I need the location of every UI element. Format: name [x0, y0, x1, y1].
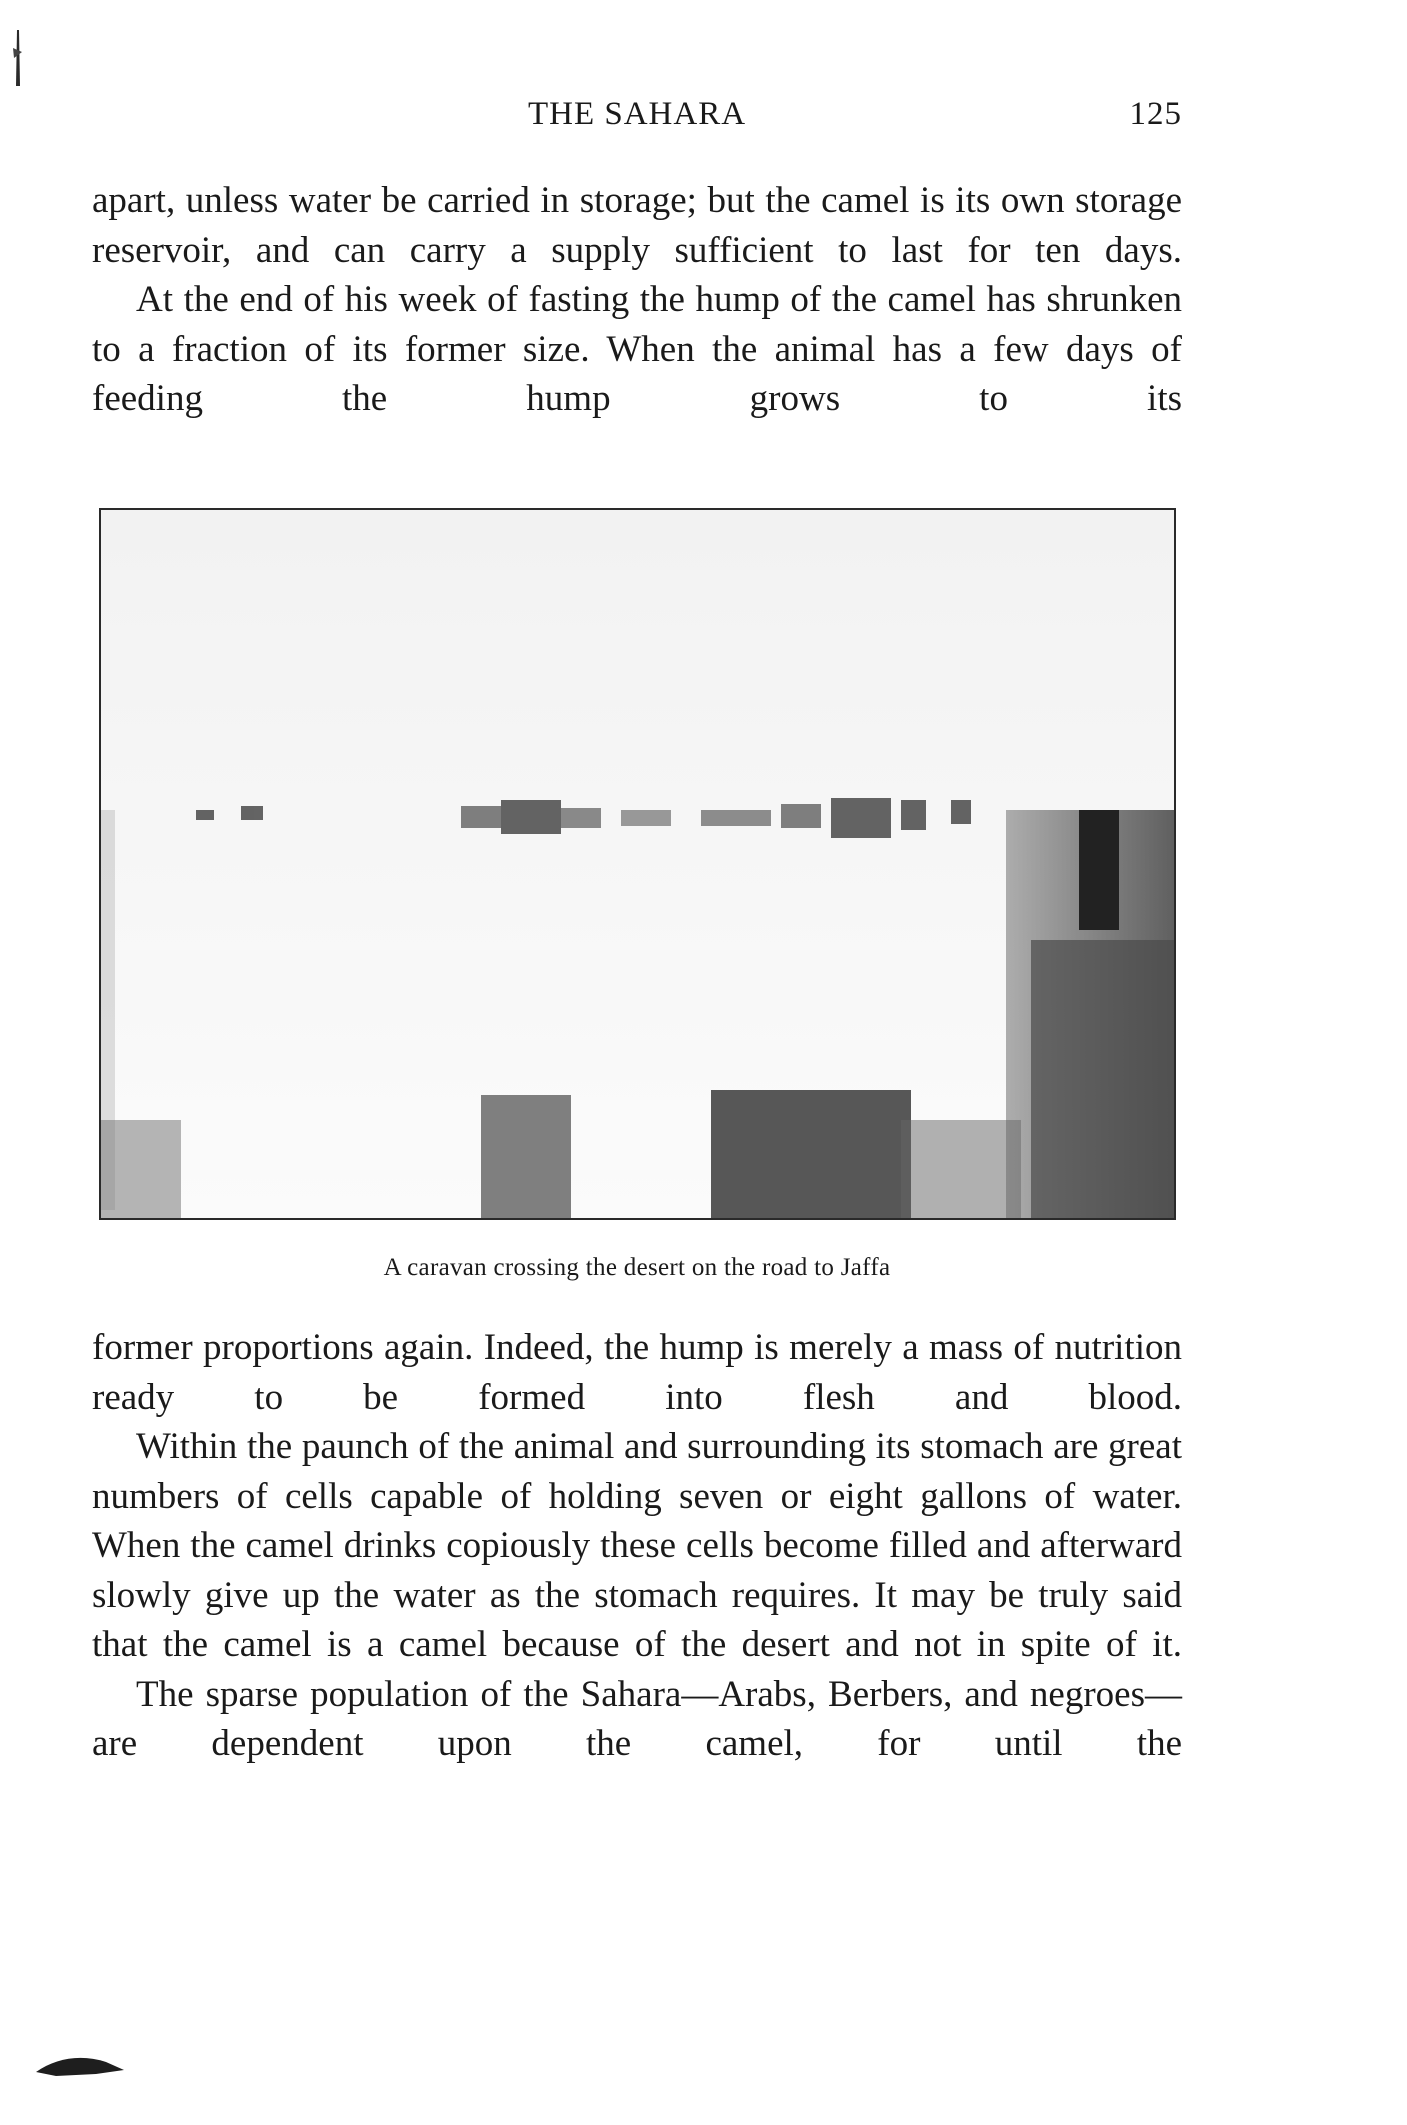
paragraph: At the end of his week of fasting the hump of the camel has shrunken to a fraction of its former size. When the animal has a few days of feeding the hump grows to its — [92, 279, 1182, 419]
caravan-photograph — [99, 508, 1176, 1220]
running-head — [92, 96, 1182, 146]
paragraph: Within the paunch of the animal and surrounding its stomach are great numbers of cells capable of holding seven or eight gallons of water. When the camel drinks copiously these cells become filled and afterward slowly give up the water as the stomach requires. It may be truly said that the camel is a camel because of the desert and not in spite of it. — [92, 1426, 1182, 1665]
figure-caption: A caravan crossing the desert on the road to Jaffa — [383, 1254, 891, 1281]
running-title: THE SAHARA — [527, 96, 747, 132]
paragraph: former proportions again. Indeed, the hump is merely a mass of nutrition ready to be formed into flesh and blood. — [92, 1327, 1182, 1418]
photo-image — [101, 510, 1174, 1218]
paragraph: The sparse population of the Sahara—Arabs, Berbers, and negroes—are dependent upon the camel, for until the — [92, 1673, 1182, 1764]
text-block-bottom — [92, 1323, 1182, 1769]
scan-mark-bottom-left — [36, 2050, 126, 2080]
page-number: 125 — [1129, 96, 1182, 132]
text-block-top — [92, 176, 1182, 424]
scan-mark-top-left — [8, 28, 24, 88]
paragraph: apart, unless water be carried in storage; but the camel is its own storage reservoir, and can carry a supply sufficient to last for ten days. — [92, 180, 1182, 271]
